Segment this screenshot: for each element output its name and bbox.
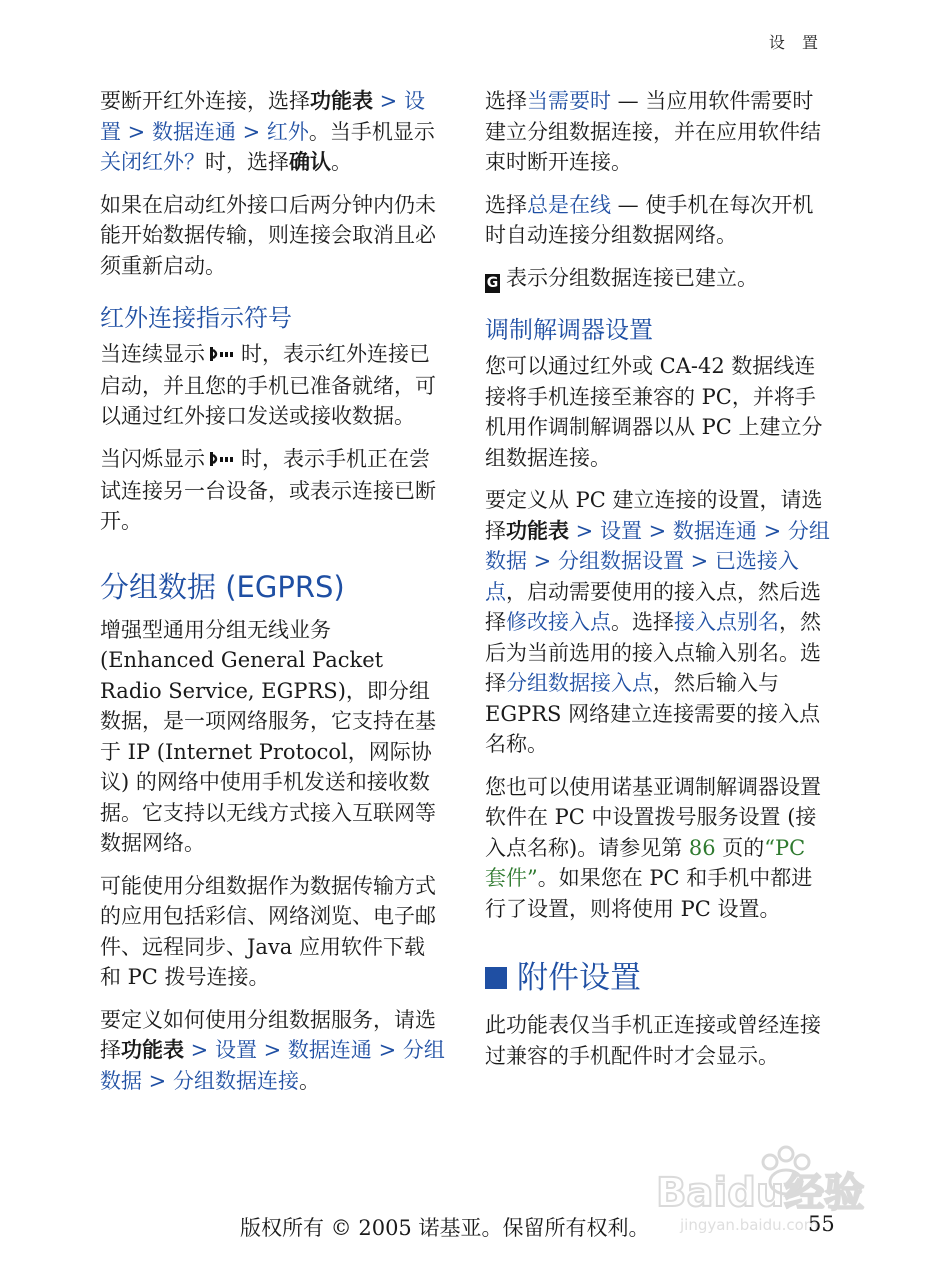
page-number: 55 (808, 1212, 835, 1236)
paragraph-ir-blinking: 当闪烁显示 时，表示手机正在尝试连接另一台设备，或表示连接已断开。 (100, 446, 436, 533)
paragraph-when-needed: 选择当需要时 — 当应用软件需要时建立分组数据连接，并在应用软件结束时断开连接。 (485, 89, 821, 174)
paragraph-egprs-indicator: G 表示分组数据连接已建立。 (486, 265, 758, 291)
menu-path-settings: 设置 (100, 89, 425, 144)
paragraph-ir-steady: 当连续显示 时，表示红外连接已启动，并且您的手机已准备就绪，可以通过红外接口发送或接收数据。 (100, 342, 436, 429)
paragraph-ir-disconnect: 要断开红外连接，选择功能表 > 设置 > 数据连通 > 红外。当手机显示关闭红外？时，选择确认。 (100, 88, 435, 174)
menu-path-connectivity: 数据连通 (151, 119, 236, 144)
page-reference[interactable]: 86 (688, 835, 716, 860)
heading-egprs: 分组数据 (EGPRS) (100, 569, 345, 604)
svg-text:Baidu经验: Baidu经验 (656, 1170, 865, 1216)
paragraph-egprs-apps: 可能使用分组数据作为数据传输方式的应用包括彩信、网络浏览、电子邮件、远程同步、Java 应用软件下载和 PC 拨号连接。 (100, 873, 436, 989)
right-column (485, 86, 830, 1083)
heading-accessory-settings: 附件设置 (485, 958, 830, 998)
paragraph-modem-intro: 您可以通过红外或 CA-42 数据线连接将手机连接至兼容的 PC，并将手机用作调制解调器以从 PC 上建立分组数据连接。 (485, 354, 823, 470)
paragraph-ir-timeout: 如果在启动红外接口后两分钟内仍未能开始数据传输，则连接会取消且必须重新启动。 (100, 192, 436, 278)
paragraph-egprs-intro: 增强型通用分组无线业务 (Enhanced General Packet Radio Service, EGPRS)，即分组数据，是一项网络服务，它支持在基于 IP (Internet Protocol，网际协议) 的网络中使用手机发送和接收数据。它支持以无线方式接入互联网等数据网络。 (100, 617, 436, 855)
pc-suite-link[interactable]: “PC 套件” (485, 835, 806, 890)
menu-path-infrared: 红外 (266, 119, 309, 144)
paragraph-nokia-modem-software: 您也可以使用诺基亚调制解调器设置软件在 PC 中设置拨号服务设置 (接入点名称)。请参见第 86 页的“PC 套件”。如果您在 PC 和手机中都进行了设置，则将使用 PC 设置。 (485, 774, 821, 921)
paragraph-accessory: 此功能表仅当手机正连接或曾经连接过兼容的手机配件时才会显示。 (485, 1013, 821, 1068)
square-bullet-icon (485, 967, 507, 989)
paragraph-always-online: 选择总是在线 — 使手机在每次开机时自动连接分组数据网络。 (485, 192, 814, 247)
left-column (100, 86, 445, 1108)
heading-modem-settings: 调制解调器设置 (485, 316, 653, 344)
infrared-indicator-icon (209, 340, 237, 371)
infrared-indicator-icon (209, 445, 237, 476)
svg-text:jingyan.baidu.com: jingyan.baidu.com (680, 1216, 819, 1234)
heading-ir-indicator: 红外连接指示符号 (100, 304, 292, 332)
paragraph-modem-define: 要定义从 PC 建立连接的设置，请选择功能表 > 设置 > 数据连通 > 分组数据 > 分组数据设置 > 已选接入点，启动需要使用的接入点，然后选择修改接入点。选择接入点别名，然后为当前选用的接入点输入别名。选择分组数据接入点，然后输入与 EGPRS 网络建立连接需要的接入点名称。 (485, 488, 830, 756)
section-header: 设 置 (768, 33, 824, 52)
baidu-watermark (652, 1140, 882, 1236)
paragraph-egprs-define: 要定义如何使用分组数据服务，请选择功能表 > 设置 > 数据连通 > 分组数据 > 分组数据连接。 (100, 1007, 445, 1093)
copyright-footer: 版权所有 © 2005 诺基亚。保留所有权利。 (240, 1216, 650, 1240)
egprs-g-icon: G (486, 274, 499, 291)
